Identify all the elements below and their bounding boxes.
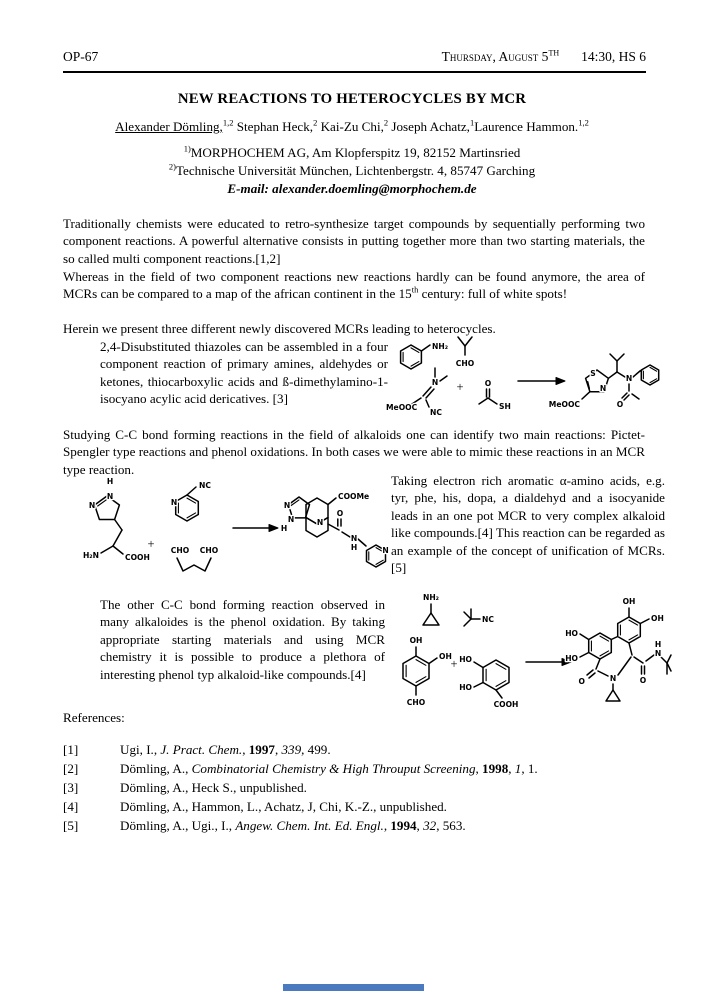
- affiliation-1: $^{1)}$MORPHOCHEM AG, Am Klopferspitz 19, 82152 Martinsried: [183, 143, 521, 160]
- bottom-progress-bar: [283, 984, 424, 991]
- email-line: E-mail: alexander.doemling@morphochem.de: [227, 181, 477, 196]
- label-meooc-product: MeOOC: [548, 400, 580, 409]
- label-o-amide: O: [639, 676, 647, 685]
- paragraph-intro-2: Whereas in the field of two component reactions new reactions hardly can be found anymore, the area of MCRs can be compared to a map of the african continent in the 15th century: full of white spots!: [63, 269, 645, 302]
- session-day: Thursday, August 5: [441, 49, 549, 64]
- reference-label: [3]: [63, 780, 79, 795]
- author-2-affil: 2: [313, 117, 318, 128]
- label-nh2: NH₂: [422, 593, 440, 602]
- author-3-affil: 2: [383, 117, 389, 128]
- reference-label: [1]: [63, 742, 79, 757]
- paragraph-thiazole: 2,4-Disubstituted thiazoles can be assembled in a four component reaction of primary amines, aldehydes or ketones, thiocarboxylic acids and ß-dimethylamino-1-isocyano acylic acid dericatives. [3]: [100, 339, 388, 407]
- scheme-3-figure: [374, 584, 672, 708]
- label-h2n: H₂N: [82, 551, 99, 560]
- paragraph-taking: Taking electron rich aromatic α-amino acids, e.g. tyr, phe, his, dopa, a dialdehyd and a isocyanide leads in an one pot MCR to very complex alkaloid like compounds.[4] This reaction can be regarded as an example of the concept of unification of MCRs.[5]: [391, 473, 665, 576]
- scheme-2-figure: [63, 468, 395, 590]
- session-info: [442, 49, 646, 65]
- author-4-affil: 1: [469, 117, 475, 128]
- label-oh-top: OH: [409, 636, 423, 645]
- label-ho-top: HO: [459, 655, 472, 664]
- page-title: NEW REACTIONS TO HETEROCYCLES BY MCR: [177, 91, 527, 107]
- label-ho-product-2: HO: [565, 654, 578, 663]
- author-5-affil: 1,2: [578, 117, 589, 128]
- author-4: Joseph Achatz,: [388, 119, 470, 134]
- label-cho: CHO: [455, 359, 475, 368]
- label-n-amide: N: [350, 534, 358, 543]
- label-nc: NC: [482, 615, 494, 624]
- label-n-pyridine: N: [170, 498, 178, 507]
- authors-line: [0, 119, 704, 135]
- scheme-1-figure: [384, 328, 665, 430]
- label-nc: NC: [430, 408, 442, 417]
- plus-sign: +: [147, 537, 155, 551]
- affiliation-2: $^{2)}$Technische Universität München, Lichtenbergstr. 4, 85747 Garching: [168, 161, 536, 178]
- label-n-ring: N: [599, 384, 607, 393]
- reference-item-5: [5] Dömling, A., Ugi., I., Angew. Chem. Int. Ed. Engl., 1994, 32, 563.: [63, 818, 466, 833]
- label-n-product-lower: N: [287, 515, 295, 524]
- reference-label: [2]: [63, 761, 79, 776]
- label-n-enamine: N: [431, 378, 439, 387]
- affiliation-2-marker: 2): [168, 161, 176, 172]
- paragraph-intro-1: Traditionally chemists were educated to retro-synthesize target compounds by sequentially performing two component reactions. A powerful alternative consists in putting together more than two starting materials, the so called multi component reactions.[1,2]: [63, 216, 645, 266]
- label-o-thio: O: [484, 379, 492, 388]
- references-heading: References:: [63, 710, 125, 725]
- author-5: Laurence Hammon.: [474, 119, 579, 134]
- label-nh2: NH₂: [432, 342, 449, 351]
- label-ho-mid: HO: [459, 683, 472, 692]
- label-n-acyl: N: [625, 374, 633, 383]
- reference-item-4: [4] Dömling, A., Hammon, L., Achatz, J, Chi, K.-Z., unpublished.: [63, 799, 447, 814]
- reference-label: [4]: [63, 799, 79, 814]
- label-ho-product-1: HO: [565, 629, 578, 638]
- author-1: Alexander Dömling,: [115, 119, 223, 134]
- label-n-bridgehead: N: [316, 518, 324, 527]
- reference-item-3: [3] Dömling, A., Heck S., unpublished.: [63, 780, 307, 795]
- label-h-amide: H: [350, 543, 358, 552]
- author-1-affil: 1,2: [222, 117, 234, 128]
- label-oh-ortho: OH: [439, 652, 452, 661]
- ordinal-sup: th: [411, 285, 419, 296]
- label-h-product: H: [280, 524, 288, 533]
- label-n-imidazole-top: N: [106, 492, 114, 501]
- label-h-imidazole: H: [106, 477, 114, 486]
- paragraph-phenol: The other C-C bond forming reaction observed in many alkaloides is the phenol oxidation. By taking appropriate starting materials and using MCR chemistry it is possible to produce a plethora of interesting phenol typ alkaloid-like compounds.[4]: [100, 597, 385, 682]
- label-o-lactam: O: [578, 677, 585, 686]
- label-o-acetyl: O: [616, 400, 624, 409]
- label-cooh: COOH: [125, 553, 150, 562]
- page-code: OP-67: [63, 49, 99, 64]
- paragraph-intro-3: Herein we present three different newly discovered MCRs leading to heterocycles.: [63, 321, 496, 336]
- label-n-amide: N: [654, 649, 662, 658]
- label-coome: COOMe: [338, 492, 370, 501]
- session-time: 14:30, HS 6: [581, 49, 646, 64]
- label-cho: CHO: [406, 698, 426, 707]
- reference-label: [5]: [63, 818, 79, 833]
- label-sh: SH: [499, 402, 511, 411]
- label-n-product-upper: N: [283, 501, 291, 510]
- label-meooc-reagent: MeOOC: [386, 403, 418, 412]
- scheme-phenol-oxidation-mcr: [374, 584, 672, 713]
- author-3: Kai-Zu Chi,: [317, 119, 384, 134]
- reference-item-2: [2] Dömling, A., Combinatorial Chemistry & High Throuput Screening, 1998, 1, 1.: [63, 761, 538, 776]
- label-o-amide: O: [336, 509, 344, 518]
- label-h-amide: H: [654, 640, 662, 649]
- plus-sign: +: [450, 657, 458, 671]
- label-oh-product-1: OH: [622, 597, 636, 606]
- label-nc: NC: [199, 481, 211, 490]
- session-day-ordinal: TH: [548, 48, 560, 58]
- label-oh-product-2: OH: [651, 614, 664, 623]
- label-n-imidazole-left: N: [88, 501, 96, 510]
- label-cho-1: CHO: [170, 546, 190, 555]
- header-rule: [63, 71, 646, 73]
- plus-sign: +: [456, 380, 464, 394]
- paragraph-studying: Studying C-C bond forming reactions in the field of alkaloids one can identify two main reactions: Pictet-Spengler type reactions and phenol oxidations. In both cases we were able to mimic these reactions in an MCR type reaction.: [63, 427, 645, 477]
- label-cooh: COOH: [493, 700, 519, 708]
- affiliation-1-marker: 1): [183, 143, 191, 154]
- label-n-pyridine-2: N: [382, 546, 389, 555]
- reference-item-1: [1] Ugi, I., J. Pract. Chem., 1997, 339, 499.: [63, 742, 331, 757]
- scheme-thiazole-mcr: [384, 328, 665, 435]
- author-2: Stephan Heck,: [233, 119, 314, 134]
- label-n-lactam: N: [609, 674, 617, 683]
- label-s-ring: S: [590, 369, 596, 378]
- scheme-pictet-spengler-mcr: [63, 468, 395, 595]
- label-cho-2: CHO: [199, 546, 219, 555]
